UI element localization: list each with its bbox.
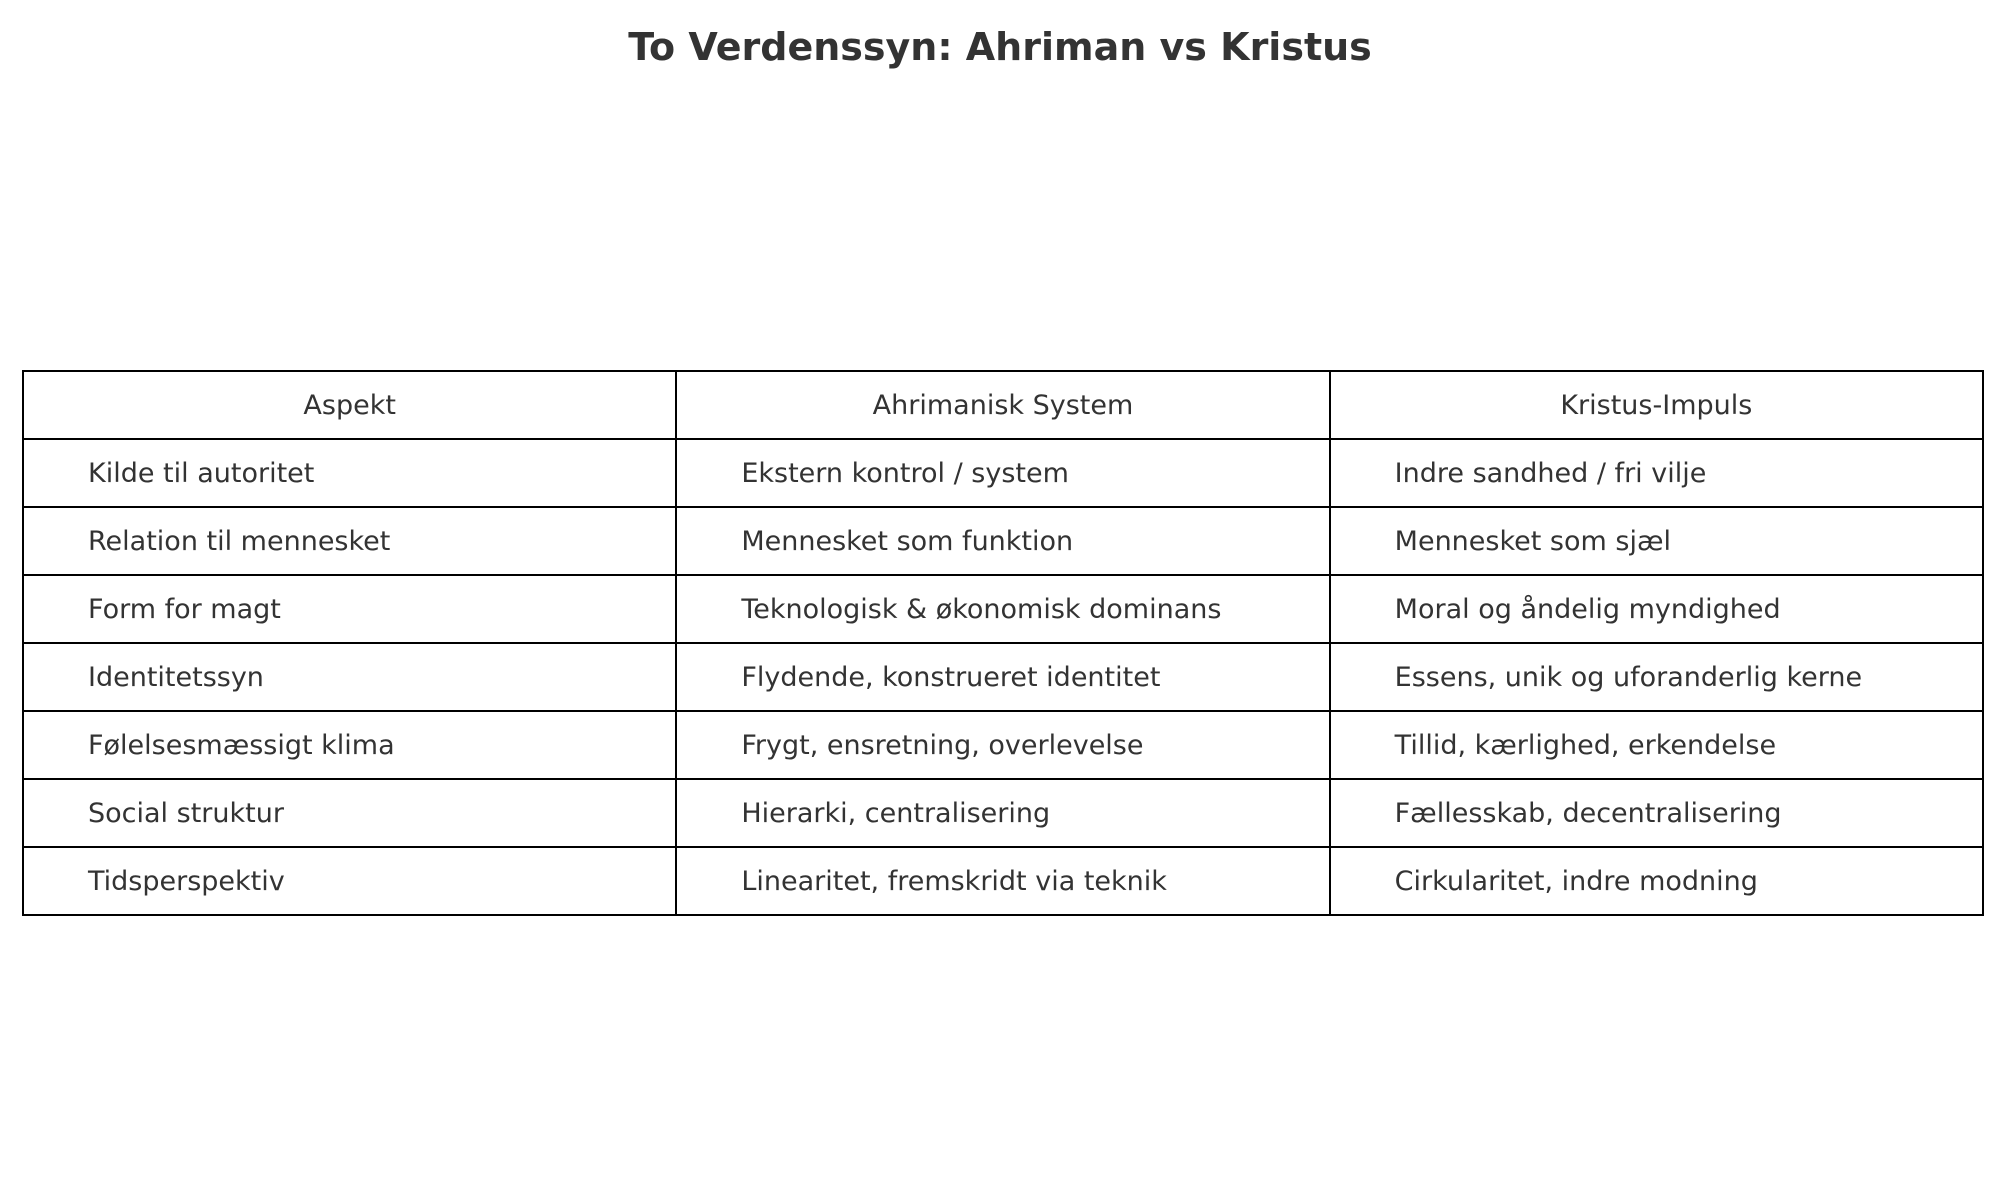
table-row <box>23 779 1983 847</box>
table-cell: Tidsperspektiv <box>23 847 676 915</box>
table-cell: Indre sandhed / fri vilje <box>1330 439 1983 507</box>
table-cell: Teknologisk & økonomisk dominans <box>676 575 1329 643</box>
table-cell: Essens, unik og uforanderlig kerne <box>1330 643 1983 711</box>
table-row <box>23 575 1983 643</box>
comparison-table <box>22 370 1984 916</box>
table-cell: Identitetssyn <box>23 643 676 711</box>
table-row <box>23 847 1983 915</box>
table-cell: Form for magt <box>23 575 676 643</box>
table-cell: Fællesskab, decentralisering <box>1330 779 1983 847</box>
table-cell: Hierarki, centralisering <box>676 779 1329 847</box>
table-header-row <box>23 371 1983 439</box>
table-cell: Følelsesmæssigt klima <box>23 711 676 779</box>
table-cell: Linearitet, fremskridt via teknik <box>676 847 1329 915</box>
header-ahrimanisk-system: Ahrimanisk System <box>676 371 1329 439</box>
table-row <box>23 711 1983 779</box>
table-cell: Social struktur <box>23 779 676 847</box>
table-cell: Frygt, ensretning, overlevelse <box>676 711 1329 779</box>
table-cell: Ekstern kontrol / system <box>676 439 1329 507</box>
table-row <box>23 439 1983 507</box>
header-aspekt: Aspekt <box>23 371 676 439</box>
table-cell: Relation til mennesket <box>23 507 676 575</box>
table-cell: Mennesket som sjæl <box>1330 507 1983 575</box>
table-row <box>23 507 1983 575</box>
table-cell: Mennesket som funktion <box>676 507 1329 575</box>
chart-title: To Verdenssyn: Ahriman vs Kristus <box>628 25 1372 69</box>
table-cell: Flydende, konstrueret identitet <box>676 643 1329 711</box>
table-cell: Kilde til autoritet <box>23 439 676 507</box>
table-cell: Moral og åndelig myndighed <box>1330 575 1983 643</box>
header-kristus-impuls: Kristus-Impuls <box>1330 371 1983 439</box>
table-cell: Cirkularitet, indre modning <box>1330 847 1983 915</box>
table-row <box>23 643 1983 711</box>
table-cell: Tillid, kærlighed, erkendelse <box>1330 711 1983 779</box>
